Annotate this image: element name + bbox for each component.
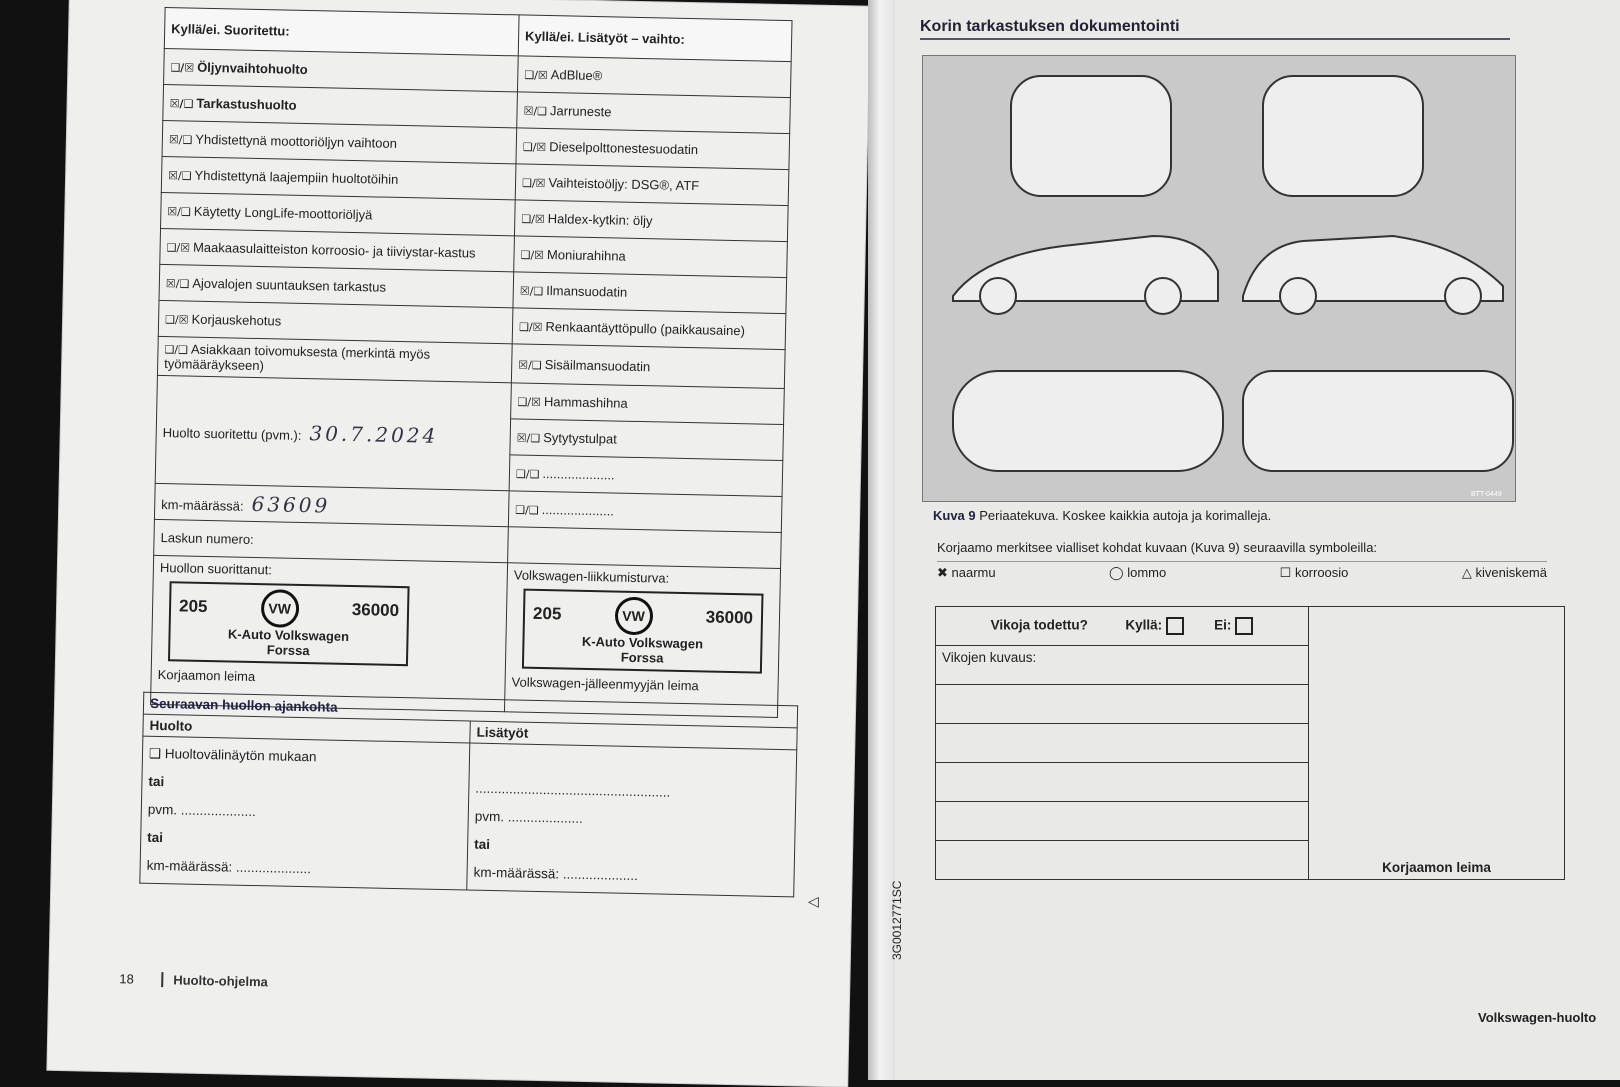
checkbox-pair[interactable]: ❑/☒ <box>170 61 195 75</box>
dealer-stamp: 205 VW 36000 K-Auto Volkswagen Forssa <box>168 581 410 666</box>
footer-title: Volkswagen-huolto <box>1478 1010 1597 1025</box>
checkbox-pair[interactable]: ☒/❑ <box>516 431 541 445</box>
dealer-stamp-cell: Volkswagen-liikkumisturva: 205 VW 36000 K-Auto Volkswagen Forssa Volkswagen-jälleenmyyjän leima <box>504 563 780 718</box>
handwritten-km: 63609 <box>251 491 331 518</box>
extra-right-row: ☒/❑ Sytytystulpat <box>510 419 784 461</box>
table-row: ☒/❑ Tarkastushuolto ☒/❑ Jarruneste <box>163 84 791 133</box>
table-row: ❑/☒ Öljynvaihtohuolto ❑/☒ AdBlue® <box>164 48 792 97</box>
left-page <box>47 0 869 1087</box>
symbol-item: ☐ korroosio <box>1279 565 1349 580</box>
checkbox-pair[interactable]: ❑/☒ <box>522 140 547 155</box>
table-row: ☒/❑ Ajovalojen suuntauksen tarkastus ☒/❑ Ilmansuodatin <box>159 264 787 313</box>
car-underside-view <box>1243 371 1513 471</box>
checkbox-pair[interactable]: ☒/❑ <box>168 133 193 147</box>
car-diagram <box>922 55 1516 502</box>
table-row: ☒/❑ Käytetty LongLife-moottoriöljyä ❑/☒ Haldex-kytkin: öljy <box>161 192 789 241</box>
table-row: ❑/☒ Maakaasulaitteiston korroosio- ja tiiviystar-kastus ❑/☒ Moniurahihna <box>160 228 788 277</box>
section-title: Huolto-ohjelma <box>161 972 268 989</box>
figure-code: BTT-0449 <box>1471 491 1502 498</box>
table-row: ❑/❑ Asiakkaan toivomuksesta (merkintä myös työmääräykseen) ☒/❑ Sisäilmansuodatin <box>157 336 785 388</box>
checkbox-pair[interactable]: ❑/❑ <box>515 503 539 517</box>
checkbox-pair[interactable]: ❑/☒ <box>518 320 543 334</box>
checkbox-pair[interactable]: ☒/❑ <box>167 205 191 219</box>
checkbox-pair[interactable]: ☒/❑ <box>167 169 192 183</box>
extra-right-row: ❑/❑ .................... <box>508 491 782 533</box>
next-service-table: Seuraavan huollon ajankohta Huolto Lisätyöt ❑ Huoltovälinäytön mukaan tai pvm. .................... tai km-määrässä: .................... .................................................... pvm. .................... tai km-määrässä: .................... <box>139 692 798 898</box>
arrow-icon: ◁ <box>808 893 819 909</box>
yes-checkbox[interactable] <box>1166 617 1184 635</box>
page-title: Korin tarkastuksen dokumentointi <box>920 18 1510 40</box>
checkbox-pair[interactable]: ☒/❑ <box>518 357 542 372</box>
checkbox-pair[interactable]: ☒/❑ <box>169 97 194 111</box>
checkbox-pair[interactable]: ❑/☒ <box>166 241 191 255</box>
symbol-item: ◯ lommo <box>1109 565 1167 580</box>
checkbox-pair[interactable]: ☒/❑ <box>519 284 544 298</box>
checkbox-pair[interactable]: ❑/☒ <box>517 395 542 409</box>
defects-table: Vikoja todettu? Kyllä: Ei: Korjaamon leima Vikojen kuvaus: <box>935 606 1565 880</box>
figure-caption: Kuva 9 Periaatekuva. Koskee kaikkia autoja ja korimalleja. <box>933 508 1272 523</box>
service-date-cell: Huolto suoritettu (pvm.): 30.7.2024 <box>155 375 511 490</box>
page-number: 18 <box>119 971 134 987</box>
car-rear-view <box>1011 76 1171 196</box>
extra-right-row: ❑/☒ Hammashihna <box>511 383 785 425</box>
symbol-item: ✖ naarmu <box>937 565 996 580</box>
vw-logo-icon: VW <box>614 597 653 636</box>
defect-description-label: Vikojen kuvaus: <box>936 646 1309 685</box>
side-code: 3G0012771SC <box>890 880 904 960</box>
checkbox-pair[interactable]: ❑/❑ <box>164 343 189 357</box>
checkbox-pair[interactable]: ❑/☒ <box>521 176 546 190</box>
no-checkbox[interactable] <box>1235 617 1253 635</box>
col1-header: Kyllä/ei. Suoritettu: <box>164 7 519 55</box>
checkbox-pair[interactable]: ❑/❑ <box>515 467 540 481</box>
dealer-stamp: 205 VW 36000 K-Auto Volkswagen Forssa <box>522 589 764 674</box>
symbol-item: △ kiveniskemä <box>1461 565 1547 580</box>
checkbox-pair[interactable]: ☒/❑ <box>165 277 190 291</box>
car-front-view <box>1263 76 1423 196</box>
checkbox-pair[interactable]: ❑/☒ <box>521 212 545 226</box>
car-top-view <box>953 371 1223 471</box>
invoice-label: Laskun numero: <box>154 519 509 562</box>
table-row: ❑/☒ Korjauskehotus ❑/☒ Renkaantäyttöpullo (paikkausaine) <box>158 300 786 349</box>
car-outline-icon <box>923 56 1515 501</box>
col2-header: Kyllä/ei. Lisätyöt – vaihto: <box>518 15 792 62</box>
symbol-legend: Korjaamo merkitsee vialliset kohdat kuvaan (Kuva 9) seuraavilla symboleilla: ✖ naarmu ◯ lommo ☐ korroosio △ kiveniskemä <box>937 540 1547 580</box>
handwritten-date: 30.7.2024 <box>309 420 439 448</box>
vw-logo-icon: VW <box>260 589 299 628</box>
km-cell: km-määrässä: 63609 <box>154 483 509 526</box>
table-row: ☒/❑ Yhdistettynä laajempiin huoltotöihin ❑/☒ Vaihteistoöljy: DSG®, ATF <box>161 156 789 205</box>
checkbox-pair[interactable]: ❑/☒ <box>524 68 548 83</box>
table-row: ☒/❑ Yhdistettynä moottoriöljyn vaihtoon ❑/☒ Dieselpolttonestesuodatin <box>162 120 790 169</box>
checkbox-pair[interactable]: ❑/☒ <box>520 248 545 262</box>
extra-right-row: ❑/❑ .................... <box>509 455 783 497</box>
checkbox-pair[interactable]: ❑/☒ <box>164 313 189 327</box>
stamp-area: Korjaamon leima <box>1309 607 1565 880</box>
checkbox-pair[interactable]: ☒/❑ <box>523 104 548 119</box>
workshop-stamp-cell: Huollon suorittanut: 205 VW 36000 K-Auto Volkswagen Forssa Korjaamon leima <box>151 555 508 711</box>
service-table <box>150 7 792 718</box>
